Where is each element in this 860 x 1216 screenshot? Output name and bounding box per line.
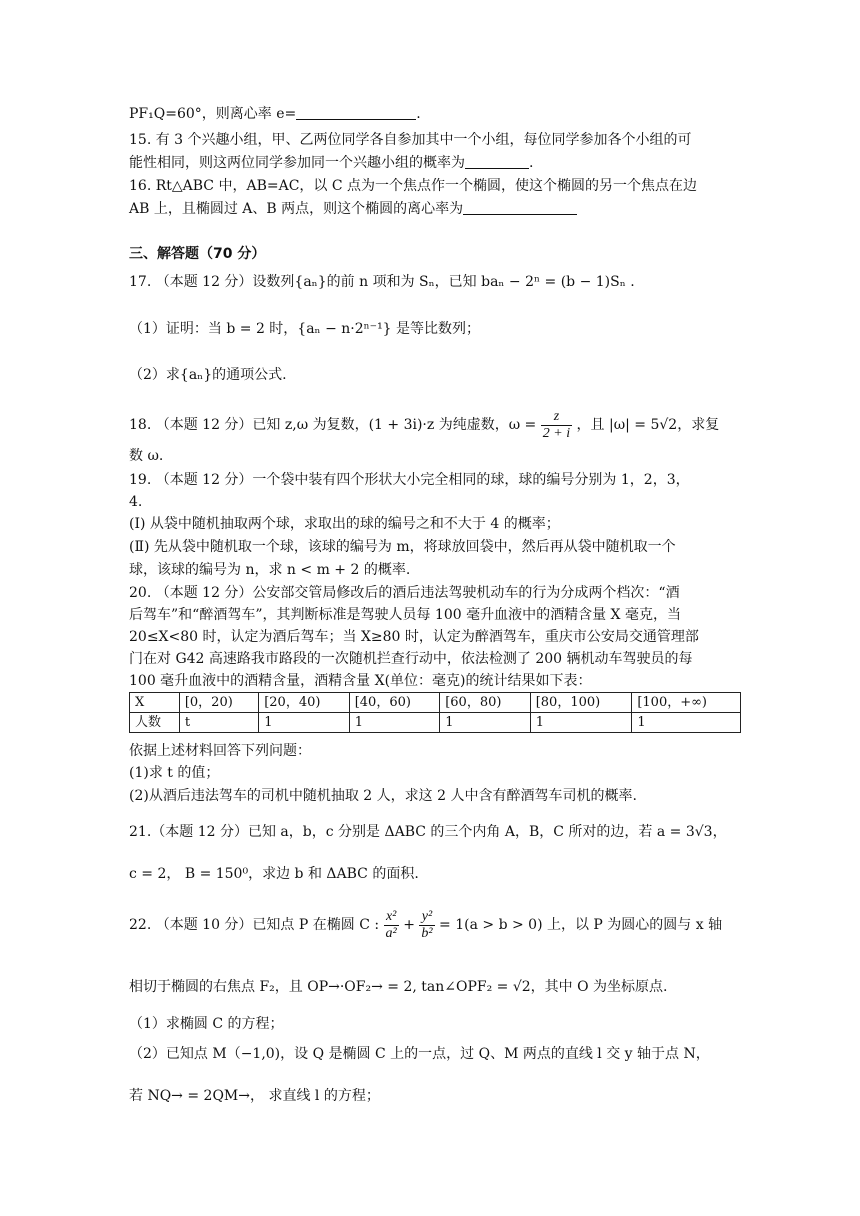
fraction-denominator: b²	[421, 925, 433, 941]
q19-part1: (Ⅰ) 从袋中随机抽取两个球，求取出的球的编号之和不大于 4 的概率；	[129, 516, 560, 532]
table-cell: X	[130, 693, 180, 713]
q14-end: .	[416, 106, 421, 122]
q20-line1: 20. （本题 12 分）公安部交管局修改后的酒后违法驾驶机动车的行为分成两个档次：“酒	[129, 585, 680, 601]
table-cell: [0，20)	[179, 693, 258, 713]
q22-text-a: 22. （本题 10 分）已知点 P 在椭圆 C :	[129, 917, 380, 933]
q20-line5: 100 毫升血液中的酒精含量，酒精含量 X(单位：毫克)的统计结果如下表：	[129, 673, 592, 689]
q22-x-fraction	[384, 909, 399, 942]
table-cell: 1	[349, 713, 440, 733]
q22-text-b: = 1(a > b > 0) 上，以 P 为圆心的圆与 x 轴	[439, 917, 723, 933]
q18-text-a: 18. （本题 12 分）已知 z,ω 为复数，(1 + 3i)·z 为纯虚数，ω =	[129, 417, 537, 433]
q20-part1: (1)求 t 的值；	[129, 765, 220, 781]
table-cell: [100，+∞)	[632, 693, 741, 713]
alcohol-table	[129, 692, 741, 733]
table-cell: [40，60)	[349, 693, 440, 713]
q15-end: .	[529, 155, 534, 171]
table-cell: [60，80)	[440, 693, 531, 713]
table-cell: [20，40)	[259, 693, 350, 713]
q20-line4: 门在对 G42 高速路我市路段的一次随机拦查行动中，依法检测了 200 辆机动车驾驶员的每	[129, 651, 693, 667]
table-cell: [80，100)	[530, 693, 632, 713]
q19-part2a: (Ⅱ) 先从袋中随机取一个球，该球的编号为 m，将球放回袋中，然后再从袋中随机取一个	[129, 539, 676, 555]
q22-part2b: 若 NQ→ = 2QM→， 求直线 l 的方程；	[129, 1088, 380, 1104]
q16-text: AB 上，且椭圆过 A、B 两点，则这个椭圆的离心率为	[129, 201, 464, 217]
q14-tail	[129, 104, 744, 124]
q18-text-b: ，且 |ω| = 5√2，求复	[576, 417, 720, 433]
q20-line3: 20≤X<80 时，认定为酒后驾车；当 X≥80 时，认定为醉酒驾车，重庆市公安局交通管理部	[129, 629, 699, 645]
fraction-numerator: x²	[384, 909, 399, 926]
q22-line1	[129, 906, 744, 944]
q15-text: 能性相同，则这两位同学参加同一个兴趣小组的概率为	[129, 155, 465, 171]
q22-part1: （1）求椭圆 C 的方程；	[129, 1016, 284, 1032]
q17-part1: （1）证明：当 b = 2 时，{aₙ − n·2ⁿ⁻¹} 是等比数列；	[129, 321, 481, 337]
table-header-row	[130, 693, 741, 713]
q22-y-fraction	[419, 909, 434, 942]
q17-part2: （2）求{aₙ}的通项公式.	[129, 367, 287, 383]
table-row	[130, 713, 741, 733]
q19-part2b: 球，该球的编号为 n，求 n < m + 2 的概率.	[129, 562, 411, 578]
q16-line2	[129, 199, 744, 219]
q20-instructions: 依据上述材料回答下列问题：	[129, 743, 311, 759]
fraction-denominator: a²	[385, 925, 397, 941]
table-cell: 1	[530, 713, 632, 733]
fraction-numerator: z	[541, 409, 572, 426]
q15-line2	[129, 153, 744, 173]
fraction-denominator: 2 + i	[542, 425, 571, 441]
q14-text: PF₁Q=60°，则离心率 e=	[129, 106, 297, 122]
q18-fraction	[541, 409, 572, 442]
answer-blank	[296, 105, 416, 120]
table-cell: 人数	[130, 713, 180, 733]
answer-blank	[465, 154, 529, 169]
q20-line2: 后驾车”和“醉酒驾车”，其判断标准是驾驶人员每 100 毫升血液中的酒精含量 X 毫克，当	[129, 607, 681, 623]
table-cell: 1	[259, 713, 350, 733]
q15-line1: 15. 有 3 个兴趣小组，甲、乙两位同学各自参加其中一个小组，每位同学参加各个小组的可	[129, 132, 692, 148]
q22-part2a: （2）已知点 M（−1,0)，设 Q 是椭圆 C 上的一点，过 Q、M 两点的直线 l 交 y 轴于点 N，	[129, 1046, 710, 1062]
fraction-numerator: y²	[419, 909, 434, 926]
section-heading: 三、解答题（70 分）	[129, 246, 266, 262]
q19-line1: 19. （本题 12 分）一个袋中装有四个形状大小完全相同的球，球的编号分别为 1，2，3，	[129, 472, 690, 488]
table-cell: 1	[440, 713, 531, 733]
q19-line2: 4.	[129, 494, 143, 510]
q20-part2: (2)从酒后违法驾车的司机中随机抽取 2 人，求这 2 人中含有醉酒驾车司机的概率.	[129, 788, 637, 804]
table-cell: t	[179, 713, 258, 733]
answer-blank	[463, 200, 577, 215]
q21-line1: 21.（本题 12 分）已知 a，b，c 分别是 ΔABC 的三个内角 A，B，C 所对的边，若 a = 3√3，	[129, 824, 727, 840]
q17-stem: 17. （本题 12 分）设数列{aₙ}的前 n 项和为 Sₙ，已知 baₙ − 2ⁿ = (b − 1)Sₙ .	[129, 274, 635, 290]
table-cell: 1	[632, 713, 741, 733]
q18-line2: 数 ω.	[129, 448, 164, 464]
plus-sign: +	[403, 917, 415, 933]
q22-line2: 相切于椭圆的右焦点 F₂，且 OP→·OF₂→ = 2, tan∠OPF₂ = √2，其中 O 为坐标原点.	[129, 979, 668, 995]
q21-line2: c = 2， B = 150⁰，求边 b 和 ΔABC 的面积.	[129, 866, 419, 882]
q18-line1	[129, 408, 744, 442]
q16-line1: 16. Rt△ABC 中，AB=AC，以 C 点为一个焦点作一个椭圆，使这个椭圆的另一个焦点在边	[129, 178, 698, 194]
